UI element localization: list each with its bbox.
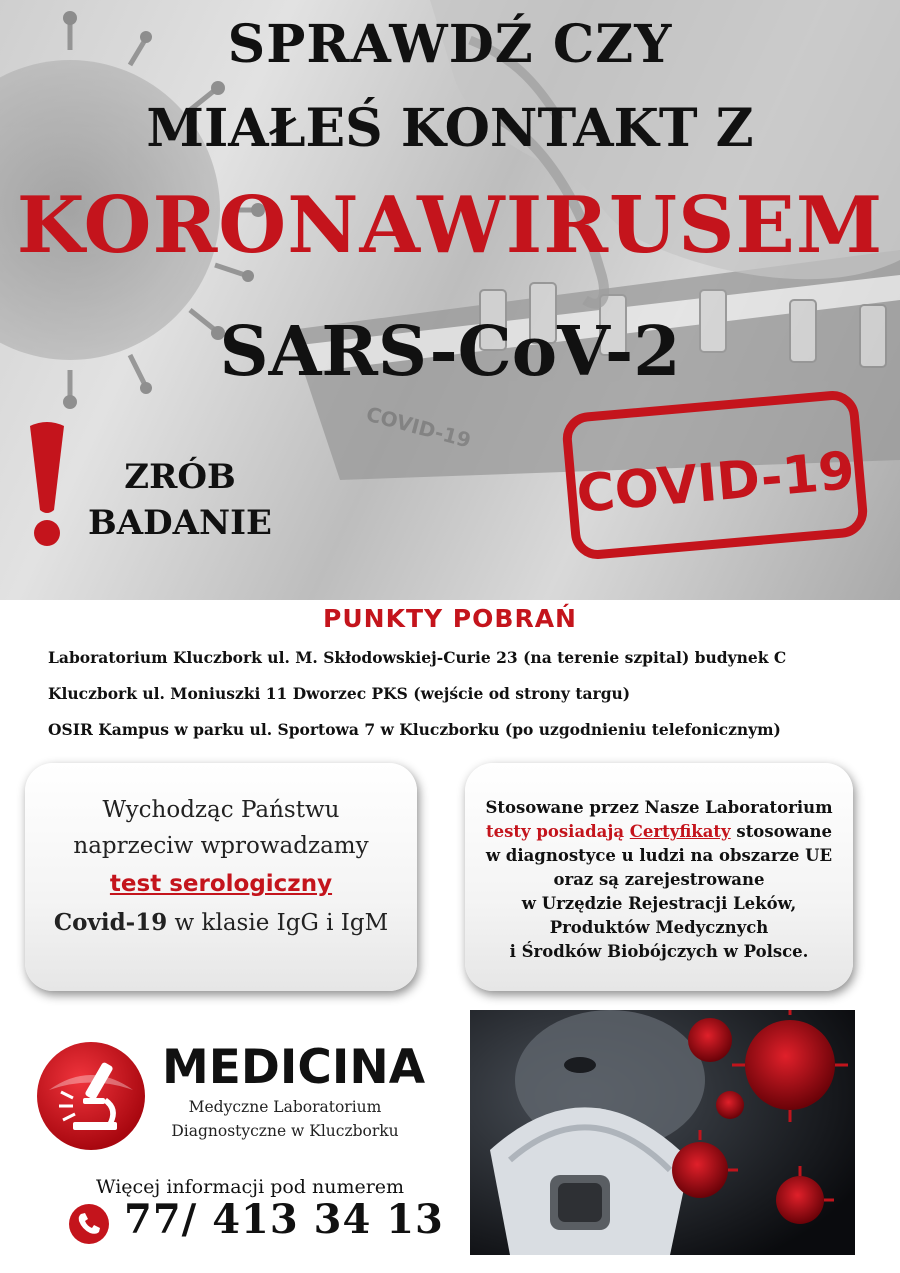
headline-main: KORONAWIRUSEM [16, 180, 884, 271]
mask-photo [470, 1010, 855, 1255]
box-left-line-1: Wychodząc Państwu [102, 797, 340, 823]
svg-text:COVID-19: COVID-19 [363, 401, 474, 453]
igg-igm-label: w klasie IgG i IgM [167, 910, 389, 936]
collection-points-title: PUNKTY POBRAŃ [323, 604, 577, 633]
cert-line: Produktów Medycznych [549, 918, 769, 937]
certification-text [465, 796, 853, 964]
headline-line-1: SPRAWDŹ CZY [227, 14, 673, 75]
cert-line: Stosowane przez Nasze Laboratorium [485, 798, 833, 817]
box-left-line-2: naprzeciw wprowadzamy [73, 833, 369, 859]
exclamation-icon [22, 418, 72, 548]
brand-name: MEDICINA [162, 1040, 426, 1095]
phone-number[interactable]: 77/ 413 34 13 [124, 1196, 444, 1243]
cert-red-text: testy posiadają [485, 822, 630, 841]
headline-virus-name: SARS-CoV-2 [219, 312, 681, 392]
more-info-label: Więcej informacji pod numerem [96, 1176, 405, 1198]
phone-icon [68, 1203, 110, 1245]
serology-test-link[interactable]: test serologiczny [109, 871, 333, 897]
cert-line: i Środków Biobójczych w Polsce. [509, 942, 809, 961]
hero-banner [0, 0, 900, 600]
covid-label: Covid-19 [53, 909, 168, 936]
cta-line-1: ZRÓB [124, 457, 236, 497]
cert-line: w diagnostyce u ludzi na obszarze UE [485, 846, 833, 865]
certification-box [465, 763, 853, 991]
location-item: OSIR Kampus w parku ul. Sportowa 7 w Kluczborku (po uzgodnieniu telefonicznym) [48, 720, 781, 739]
location-item: Kluczbork ul. Moniuszki 11 Dworzec PKS (wejście od strony targu) [48, 684, 631, 703]
brand-subtitle-2: Diagnostyczne w Kluczborku [171, 1122, 399, 1140]
call-to-action [80, 454, 280, 546]
serology-test-box [25, 763, 417, 991]
microscope-icon [35, 1040, 147, 1152]
cert-line: w Urzędzie Rejestracji Leków, [521, 894, 797, 913]
box-left-line-4 [25, 909, 417, 936]
brand-subtitle-1: Medyczne Laboratorium [188, 1098, 382, 1116]
certificates-link[interactable]: Certyfikaty [629, 822, 731, 841]
location-item: Laboratorium Kluczbork ul. M. Skłodowskiej-Curie 23 (na terenie szpital) budynek C [48, 648, 787, 667]
cta-line-2: BADANIE [88, 503, 272, 543]
headline-line-2: MIAŁEŚ KONTAKT Z [146, 98, 754, 159]
cert-line [465, 820, 853, 844]
cert-line-rest: stosowane [730, 822, 833, 841]
stamp-text: COVID-19 [574, 440, 858, 525]
covid-stamp [559, 387, 871, 563]
cert-line: oraz są zarejestrowane [553, 870, 765, 889]
